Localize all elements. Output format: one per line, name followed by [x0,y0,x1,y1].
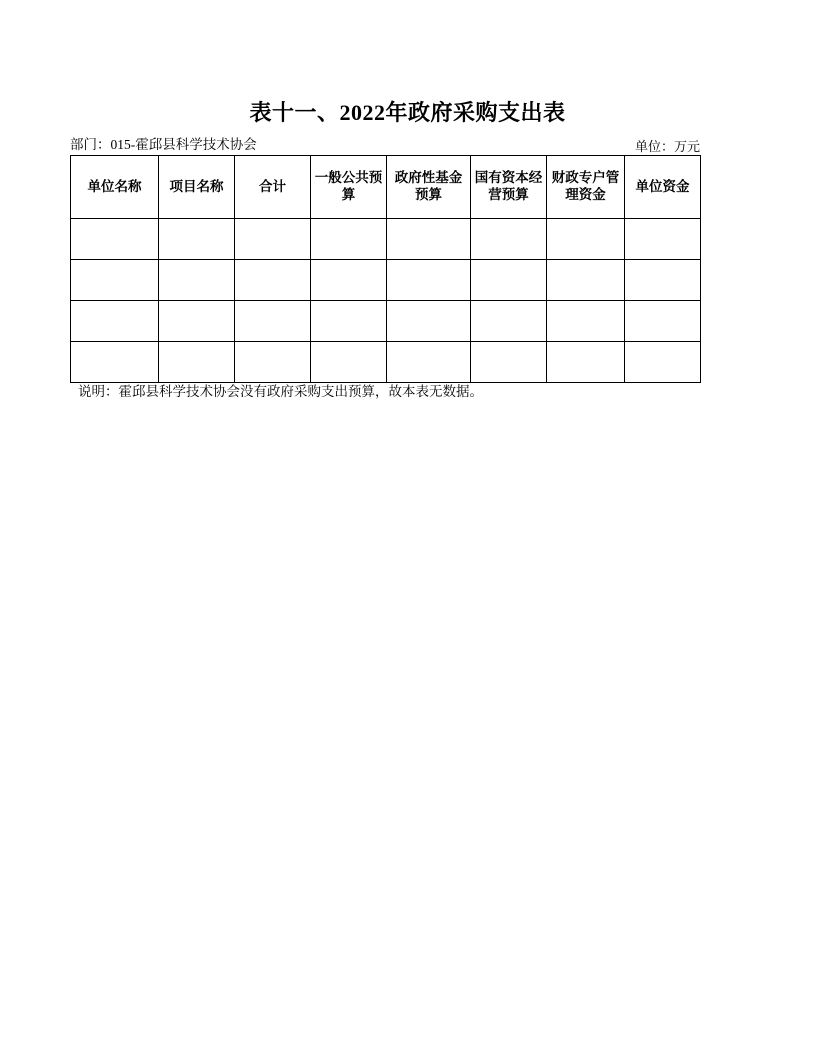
column-header-state-capital-operation-budget: 国有资本经营预算 [471,156,547,219]
table-cell [471,342,547,383]
table-cell [235,260,311,301]
table-cell [159,342,235,383]
department-label: 部门：015-霍邱县科学技术协会 [70,137,257,152]
table-cell [311,260,387,301]
column-header-general-public-budget: 一般公共预算 [311,156,387,219]
table-cell [71,301,159,342]
table-cell [387,219,471,260]
table-cell [71,260,159,301]
column-header-government-fund-budget: 政府性基金预算 [387,156,471,219]
table-cell [625,260,701,301]
table-cell [311,342,387,383]
table-cell [235,342,311,383]
table-cell [471,260,547,301]
table-cell [625,342,701,383]
currency-unit-label: 单位：万元 [634,139,700,154]
table-meta-row [70,133,700,154]
table-cell [387,301,471,342]
table-cell [547,301,625,342]
table-cell [625,301,701,342]
table-cell [471,219,547,260]
table-row [71,342,701,383]
table-cell [387,342,471,383]
column-header-fiscal-special-account-funds: 财政专户管理资金 [547,156,625,219]
table-cell [159,219,235,260]
column-header-unit-funds: 单位资金 [625,156,701,219]
page-title: 表十一、2022年政府采购支出表 [249,100,566,125]
table-cell [159,260,235,301]
table-cell [547,219,625,260]
table-cell [547,260,625,301]
table-row [71,219,701,260]
table-cell [625,219,701,260]
table-cell [235,301,311,342]
table-row [71,260,701,301]
table-cell [159,301,235,342]
table-cell [471,301,547,342]
table-note: 说明：霍邱县科学技术协会没有政府采购支出预算，故本表无数据。 [78,384,483,399]
table-header-row [71,156,701,219]
column-header-project-name: 项目名称 [159,156,235,219]
table-cell [311,219,387,260]
column-header-total: 合计 [235,156,311,219]
table-row [71,301,701,342]
table-cell [387,260,471,301]
table-cell [547,342,625,383]
procurement-expenditure-table [70,155,701,383]
table-cell [311,301,387,342]
table-cell [71,219,159,260]
table-cell [235,219,311,260]
column-header-unit-name: 单位名称 [71,156,159,219]
table-cell [71,342,159,383]
